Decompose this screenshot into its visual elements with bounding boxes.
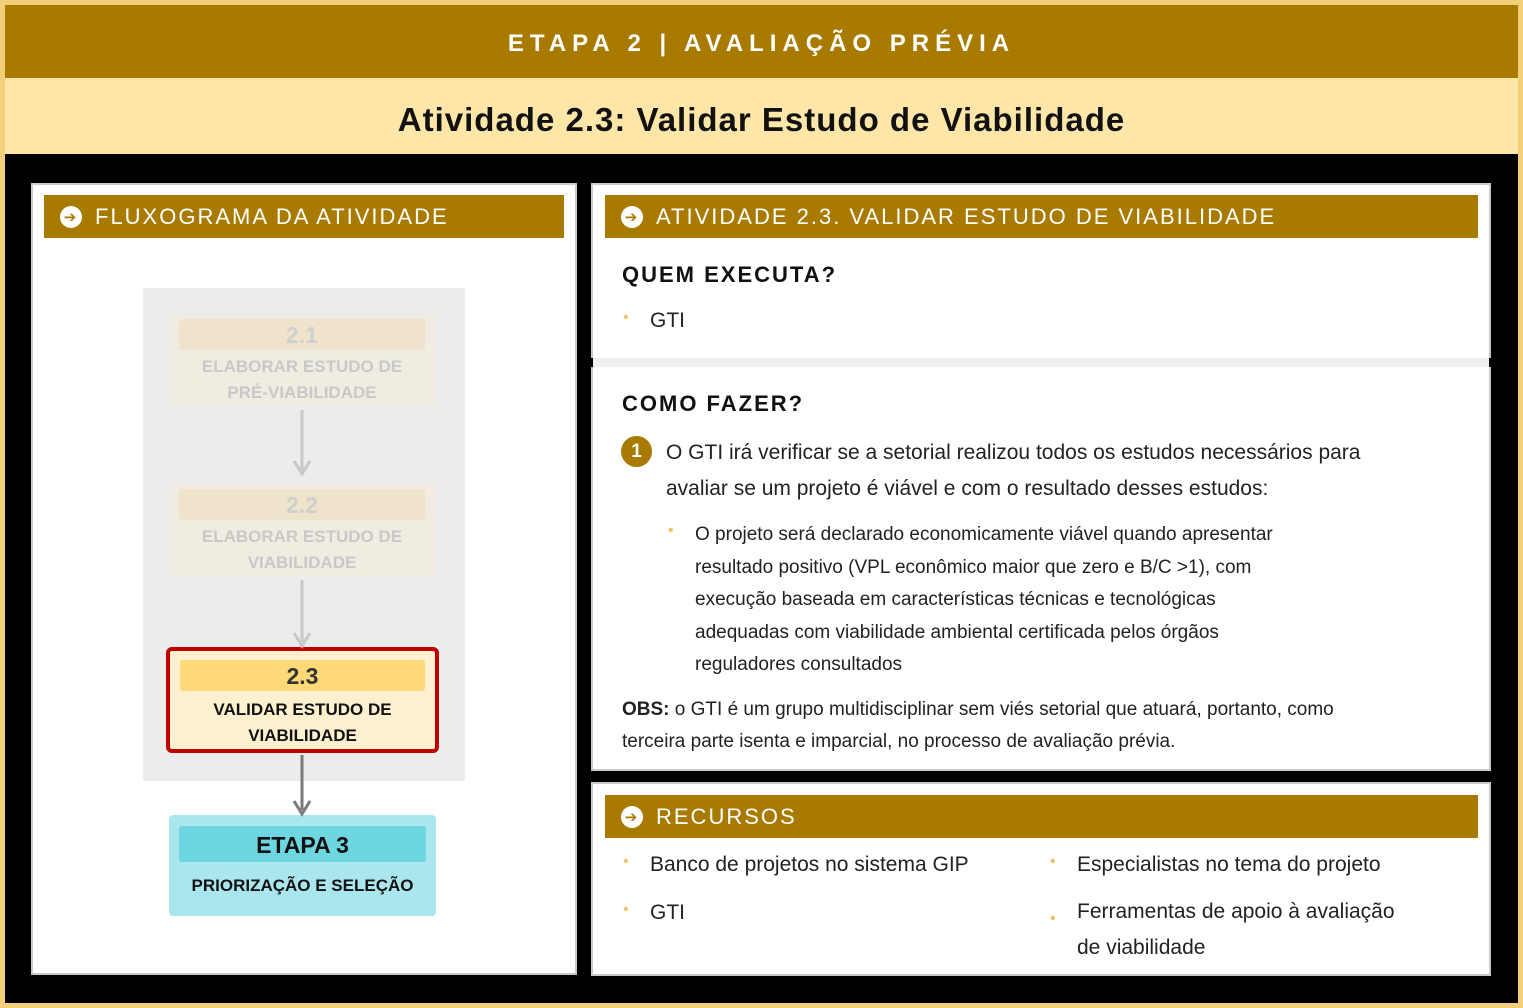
flow-next-stage-label: PRIORIZAÇÃO E SELEÇÃO	[191, 876, 414, 895]
flow-step-label: VALIDAR ESTUDO DE	[213, 700, 392, 719]
flow-step-label: PRÉ-VIABILIDADE	[227, 383, 377, 402]
sub-step-line: resultado positivo (VPL econômico maior que zero e B/C >1), com	[695, 556, 1252, 578]
who-item-text: GTI	[650, 309, 685, 332]
flow-step-label: ELABORAR ESTUDO DE	[201, 527, 403, 546]
resource-item	[623, 853, 969, 877]
bullet-icon: •	[623, 901, 629, 918]
bullet-icon: •	[1050, 910, 1056, 927]
resources-header-label: RECURSOS	[656, 803, 797, 829]
who-label: QUEM EXECUTA?	[622, 262, 838, 287]
section-divider	[593, 358, 1489, 367]
sub-step-line: reguladores consultados	[695, 654, 903, 675]
resource-item-text: Banco de projetos no sistema GIP	[650, 853, 969, 876]
bullet-icon: •	[1050, 853, 1056, 870]
activity-header-label: ATIVIDADE 2.3. VALIDAR ESTUDO DE VIABILIDADE	[656, 203, 1277, 229]
step-text-line: O GTI irá verificar se a setorial realizou todos os estudos necessários para	[666, 441, 1361, 464]
activity-header	[605, 195, 1478, 238]
how-label: COMO FAZER?	[622, 391, 805, 416]
bullet-icon: •	[623, 309, 629, 326]
sub-step-line: adequadas com viabilidade ambiental certificada pelos órgãos	[695, 621, 1219, 643]
sub-step-line: execução baseada em características técnicas e tecnológicas	[695, 589, 1216, 610]
resources-header	[605, 795, 1478, 838]
stage-banner: ETAPA 2 | AVALIAÇÃO PRÉVIA	[5, 5, 1518, 78]
bullet-icon: •	[668, 522, 674, 539]
resource-item-text: Ferramentas de apoio à avaliação	[1077, 900, 1395, 923]
resource-item	[1050, 894, 1395, 966]
flow-next-stage-title: ETAPA 3	[179, 826, 426, 862]
step-text-line: avaliar se um projeto é viável e com o resultado desses estudos:	[666, 477, 1269, 500]
flow-step-label: VIABILIDADE	[248, 726, 357, 745]
step-number-badge: 1	[621, 436, 652, 467]
sub-step-line: O projeto será declarado economicamente viável quando apresentar	[695, 524, 1273, 545]
flow-step-number: 2.1	[179, 319, 425, 350]
flow-step-number: 2.3	[180, 660, 425, 691]
obs-text: terceira parte isenta e imparcial, no processo de avaliação prévia.	[622, 731, 1176, 752]
flowchart-header-label: FLUXOGRAMA DA ATIVIDADE	[95, 203, 449, 229]
arrow-right-icon: ➔	[621, 806, 643, 828]
obs-text: o GTI é um grupo multidisciplinar sem viés setorial que atuará, portanto, como	[669, 699, 1334, 720]
flow-step-label: ELABORAR ESTUDO DE	[201, 357, 403, 376]
flow-step-number: 2.2	[179, 489, 425, 520]
resource-item-text: de viabilidade	[1077, 936, 1206, 959]
flow-step-label: VIABILIDADE	[247, 553, 357, 572]
resource-item	[623, 901, 685, 925]
page-title: Atividade 2.3: Validar Estudo de Viabilidade	[5, 78, 1518, 154]
arrow-right-icon: ➔	[60, 206, 82, 228]
resource-item-text: Especialistas no tema do projeto	[1077, 853, 1381, 876]
arrow-right-icon: ➔	[621, 206, 643, 228]
sub-step-text	[695, 519, 1273, 682]
resource-item	[1050, 853, 1381, 877]
step-text	[666, 435, 1360, 507]
obs-label: OBS:	[622, 699, 670, 720]
who-item	[623, 309, 685, 333]
bullet-icon: •	[623, 853, 629, 870]
resource-item-text: GTI	[650, 901, 685, 924]
obs-note	[622, 694, 1334, 758]
